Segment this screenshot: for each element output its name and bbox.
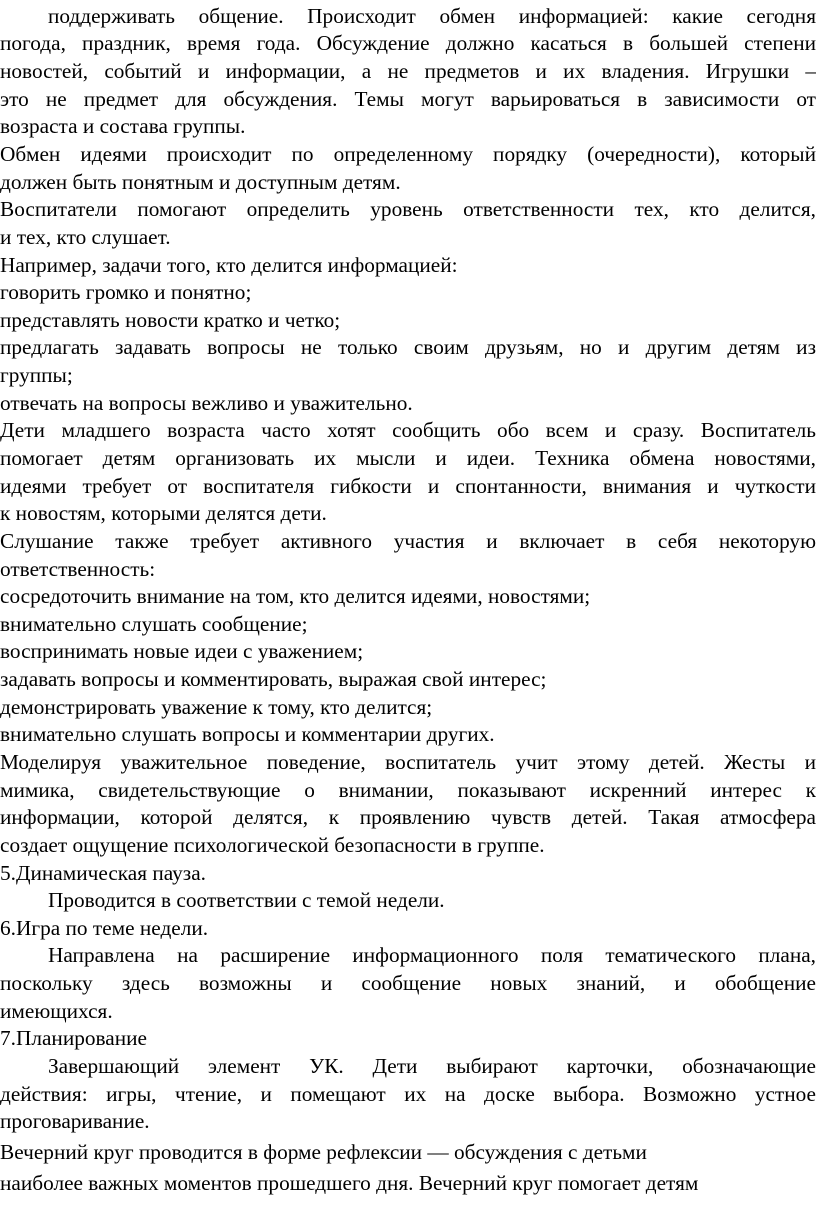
text-line: создает ощущение психологической безопасности в группе. (0, 833, 545, 857)
list-item: демонстрировать уважение к тому, кто делится; (0, 695, 433, 719)
text-line: Слушание также требует активного участия и включает в себя некоторую (0, 529, 816, 553)
list-item: внимательно слушать сообщение; (0, 612, 308, 636)
text-line: мимика, свидетельствующие о внимании, показывают искренний интерес к (0, 778, 816, 802)
text-line: Вечерний круг проводится в форме рефлексии — обсуждения с детьми (0, 1140, 647, 1164)
list-item: говорить громко и понятно; (0, 280, 252, 304)
text-line: погода, праздник, время года. Обсуждение должно касаться в большей степени (0, 31, 816, 55)
text-line: Завершающий элемент УК. Дети выбирают карточки, обозначающие (48, 1054, 816, 1078)
list-item: внимательно слушать вопросы и комментарии других. (0, 722, 495, 746)
text-line: имеющихся. (0, 999, 113, 1023)
text-line: информации, которой делятся, к проявлению чувств детей. Такая атмосфера (0, 805, 816, 829)
list-item: предлагать задавать вопросы не только своим друзьям, но и другим детям из (0, 335, 816, 359)
text-line: идеями требует от воспитателя гибкости и спонтанности, внимания и чуткости (0, 474, 816, 498)
text-line: проговаривание. (0, 1109, 150, 1133)
section-heading: 6.Игра по теме недели. (0, 916, 209, 940)
text-line: поскольку здесь возможны и сообщение новых знаний, и обобщение (0, 971, 816, 995)
list-item: воспринимать новые идеи с уважением; (0, 639, 364, 663)
text-line: поддерживать общение. Происходит обмен информацией: какие сегодня (48, 4, 816, 28)
section-heading: 5.Динамическая пауза. (0, 861, 206, 885)
text-line: действия: игры, чтение, и помещают их на доске выбора. Возможно устное (0, 1082, 816, 1106)
text-line: ответственность: (0, 557, 156, 581)
text-line: Проводится в соответствии с темой недели. (48, 888, 445, 912)
section-heading: 7.Планирование (0, 1026, 147, 1050)
text-line: к новостям, которыми делятся дети. (0, 501, 327, 525)
text-line: Например, задачи того, кто делится информацией: (0, 253, 458, 277)
text-line: новостей, событий и информации, а не предметов и их владения. Игрушки – (0, 59, 816, 83)
text-line: должен быть понятным и доступным детям. (0, 170, 401, 194)
text-line: Обмен идеями происходит по определенному порядку (очередности), который (0, 142, 816, 166)
text-line: это не предмет для обсуждения. Темы могут варьироваться в зависимости от (0, 87, 816, 111)
text-line: возраста и состава группы. (0, 114, 246, 138)
list-item: сосредоточить внимание на том, кто делится идеями, новостями; (0, 584, 591, 608)
list-item: представлять новости кратко и четко; (0, 308, 341, 332)
text-line: и тех, кто слушает. (0, 225, 171, 249)
text-line: Моделируя уважительное поведение, воспитатель учит этому детей. Жесты и (0, 750, 816, 774)
text-line: Направлена на расширение информационного поля тематического плана, (48, 943, 816, 967)
text-line: Дети младшего возраста часто хотят сообщить обо всем и сразу. Воспитатель (0, 418, 816, 442)
list-item: задавать вопросы и комментировать, выражая свой интерес; (0, 667, 547, 691)
text-line: Воспитатели помогают определить уровень ответственности тех, кто делится, (0, 197, 816, 221)
list-item: группы; (0, 363, 73, 387)
text-line: помогает детям организовать их мысли и идеи. Техника обмена новостями, (0, 446, 816, 470)
list-item: отвечать на вопросы вежливо и уважительно. (0, 391, 413, 415)
text-line: наиболее важных моментов прошедшего дня. Вечерний круг помогает детям (0, 1171, 699, 1195)
